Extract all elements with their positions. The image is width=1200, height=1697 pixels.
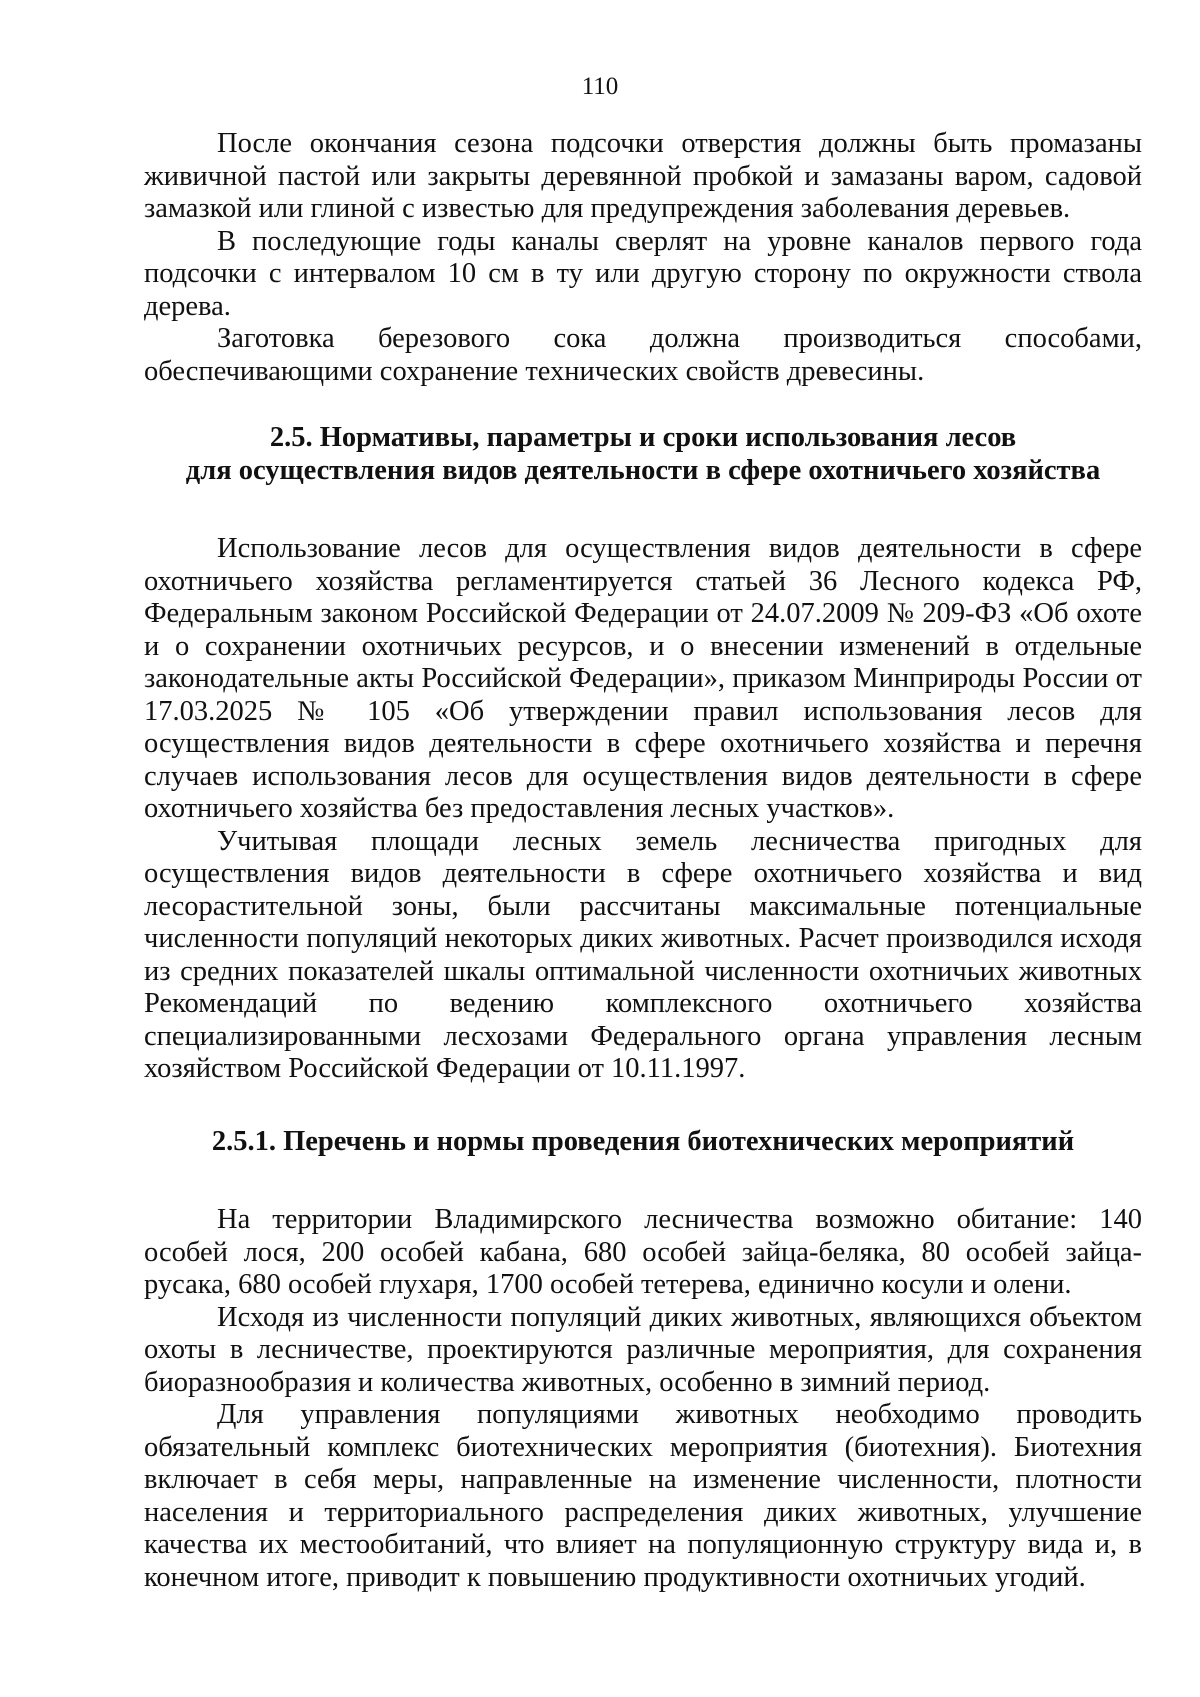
section-heading-2-5 xyxy=(144,422,1142,487)
paragraph-sealing-holes: После окончания сезона подсочки отверстия должны быть промазаны живичной пастой или закрыты деревянной пробкой и замазаны варом, садовой замазкой или глиной с известью для предупреждения заболевания деревьев. xyxy=(144,128,1142,224)
section-heading-2-5-1: 2.5.1. Перечень и нормы проведения биотехнических мероприятий xyxy=(211,1125,1075,1157)
paragraph-forest-use-regulation: Использование лесов для осуществления видов деятельности в сфере охотничьего хозяйства регламентируется статьей 36 Лесного кодекса РФ, Федеральным законом Российской Федерации от 24.07.2009 № 209-ФЗ «Об охоте и о сохранении охотничьих ресурсов, и о внесении изменений в отдельные законодательные акты Российской Федерации», приказом Минприроды России от 17.03.2025 № 105 «Об утверждении правил использования лесов для осуществления видов деятельности в сфере охотничьего хозяйства и перечня случаев использования лесов для осуществления видов деятельности в сфере охотничьего хозяйства без предоставления лесных участков». xyxy=(144,533,1142,824)
section-heading-2-5-line2: для осуществления видов деятельности в сфере охотничьего хозяйства xyxy=(185,454,1101,486)
paragraph-animal-habitat: На территории Владимирского лесничества возможно обитание: 140 особей лося, 200 особей кабана, 680 особей зайца-беляка, 80 особей зайца-русака, 680 особей глухаря, 1700 особей тетерева, единично косули и олени. xyxy=(144,1204,1142,1300)
section-heading-2-5-line1: 2.5. Нормативы, параметры и сроки использования лесов xyxy=(269,422,1017,453)
page-content xyxy=(144,128,1142,1594)
paragraph-birch-sap: Заготовка березового сока должна производиться способами, обеспечивающими сохранение технических свойств древесины. xyxy=(144,323,1142,387)
paragraph-population-calculation: Учитывая площади лесных земель лесничества пригодных для осуществления видов деятельности в сфере охотничьего хозяйства и вид лесорастительной зоны, были рассчитаны максимальные потенциальные численности популяций некоторых диких животных. Расчет производился исходя из средних показателей шкалы оптимальной численности охотничьих животных Рекомендаций по ведению комплексного охотничьего хозяйства специализированными лесхозами Федерального органа управления лесным хозяйством Российской Федерации от 10.11.1997. xyxy=(144,825,1142,1084)
page-number: 110 xyxy=(581,73,619,100)
paragraph-biotechnics: Для управления популяциями животных необходимо проводить обязательный комплекс биотехнических мероприятия (биотехния). Биотехния включает в себя меры, направленные на изменение численности, плотности населения и территориального распределения диких животных, улучшение качества их местообитаний, что влияет на популяционную структуру вида и, в конечном итоге, приводит к повышению продуктивности охотничьих угодий. xyxy=(144,1399,1142,1593)
paragraph-conservation-measures: Исходя из численности популяций диких животных, являющихся объектом охоты в лесничестве, проектируются различные мероприятия, для сохранения биоразнообразия и количества животных, особенно в зимний период. xyxy=(144,1301,1142,1398)
paragraph-drilling-channels: В последующие годы каналы сверлят на уровне каналов первого года подсочки с интервалом 10 см в ту или другую сторону по окружности ствола дерева. xyxy=(144,225,1142,322)
